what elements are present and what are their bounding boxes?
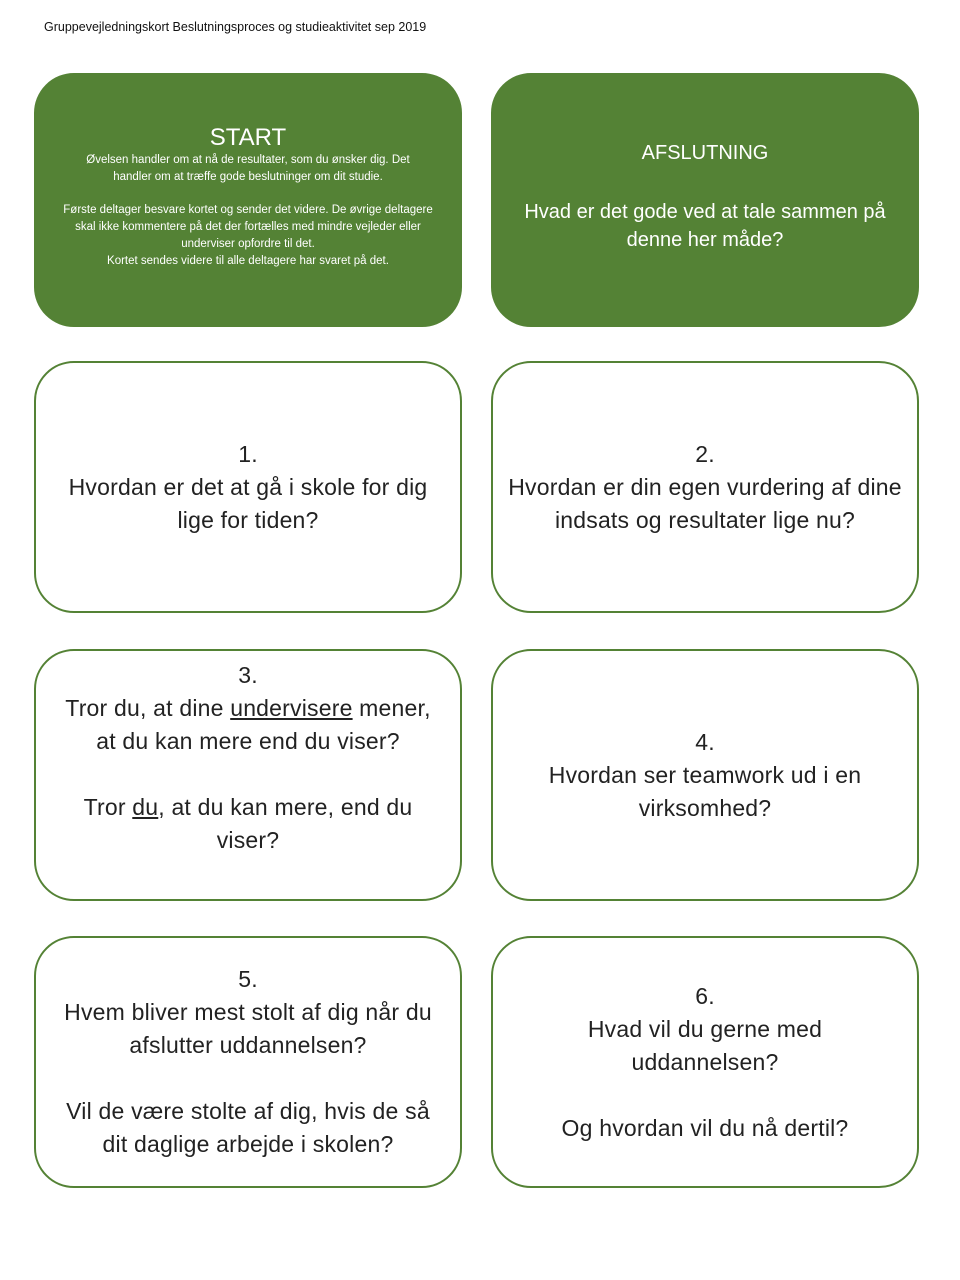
question-card-3 xyxy=(34,649,462,901)
card-question xyxy=(56,692,440,758)
question-card-1 xyxy=(34,361,462,613)
card-number: 3. xyxy=(238,662,258,688)
end-title: AFSLUTNING xyxy=(641,142,769,164)
start-card xyxy=(34,73,462,327)
card-number: 4. xyxy=(695,728,715,755)
question-card-6 xyxy=(491,936,919,1188)
page-header: Gruppevejledningskort Beslutningsproces og studieaktivitet sep 2019 xyxy=(44,20,427,34)
card-number: 5. xyxy=(238,966,258,992)
underlined-text: du xyxy=(132,794,159,820)
end-question: Hvad er det gode ved at tale sammen på denne her måde? xyxy=(524,201,886,251)
start-title: START xyxy=(209,124,287,151)
question-card-4 xyxy=(491,649,919,901)
text: , at du kan mere, end du viser? xyxy=(158,794,413,853)
card-question: Hvad vil du gerne med uddannelsen? xyxy=(587,1015,823,1075)
card-number: 2. xyxy=(695,440,715,467)
card-question: Hvordan ser teamwork ud i en virksomhed? xyxy=(548,761,862,821)
question-card-2 xyxy=(491,361,919,613)
card-number: 1. xyxy=(238,440,258,467)
end-card xyxy=(491,73,919,327)
start-intro: Øvelsen handler om at nå de resultater, som du ønsker dig. Det handler om at træffe gode beslutninger om dit studie. xyxy=(86,154,410,183)
card-number: 6. xyxy=(695,982,715,1009)
card-followup-question: Vil de være stolte af dig, hvis de så dit daglige arbejde i skolen? xyxy=(66,1098,430,1157)
card-followup-question: Og hvordan vil du nå dertil? xyxy=(561,1114,849,1141)
card-question: Hvem bliver mest stolt af dig når du afslutter uddannelsen? xyxy=(64,999,432,1058)
text: mener, at du kan mere end du viser? xyxy=(96,695,431,754)
card-question: Hvordan er det at gå i skole for dig lige for tiden? xyxy=(68,473,428,533)
text: Tror du, at dine xyxy=(65,695,231,721)
start-pass-on: Kortet sendes videre til alle deltagere har svaret på det. xyxy=(107,255,389,267)
underlined-text: undervisere xyxy=(230,695,353,721)
start-instructions: Første deltager besvare kortet og sender det videre. De øvrige deltagere skal ikke kommentere på det der fortælles med mindre vejleder eller underviser opfordre til det. xyxy=(63,204,433,250)
text: Tror xyxy=(83,794,133,820)
card-question: Hvordan er din egen vurdering af dine indsats og resultater lige nu? xyxy=(508,473,902,533)
question-card-5 xyxy=(34,936,462,1188)
card-followup-question xyxy=(56,791,440,857)
